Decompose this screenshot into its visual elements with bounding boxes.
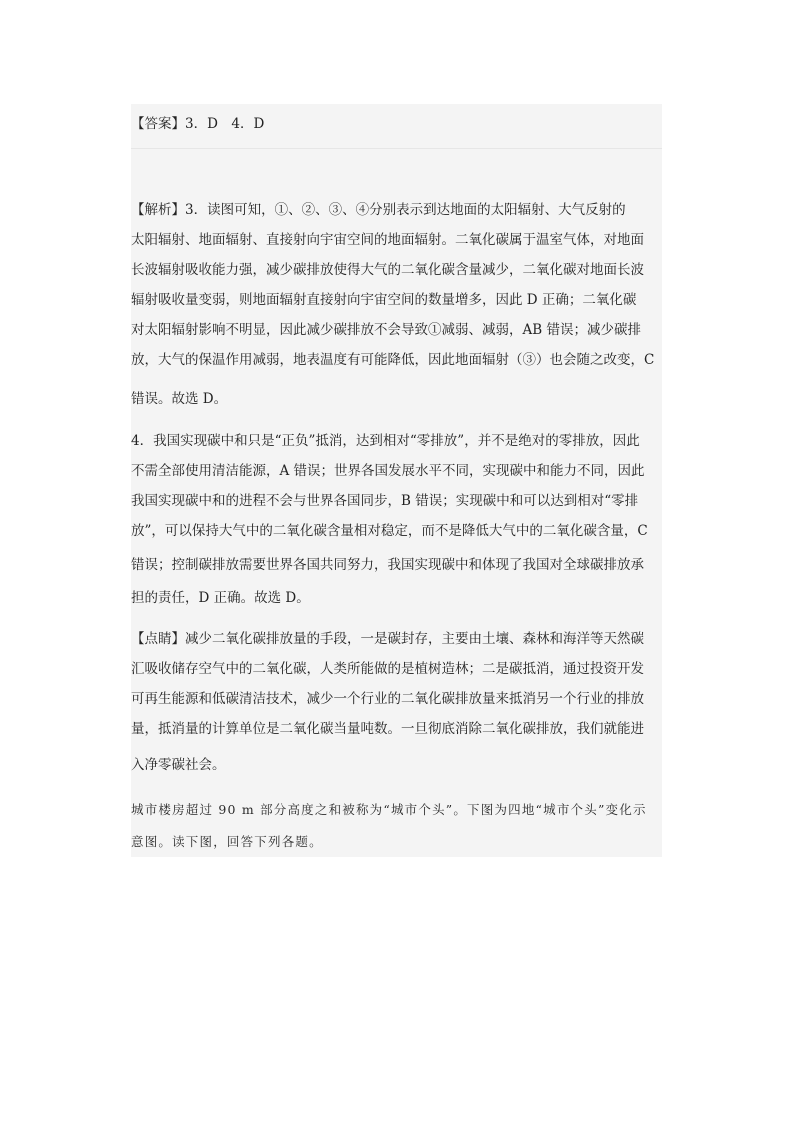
answer-line: 【答案】3．D 4．D	[131, 116, 265, 132]
analysis-line: 放，大气的保温作用减弱，地表温度有可能降低，因此地面辐射（③）也会随之改变，C	[131, 352, 655, 368]
analysis-line: 对太阳辐射影响不明显，因此减少碳排放不会导致①减弱、减弱，AB 错误；减少碳排	[131, 322, 641, 338]
tip-line: 【点睛】减少二氧化碳排放量的手段，一是碳封存，主要由土壤、森林和海洋等天然碳	[131, 631, 644, 647]
separator	[131, 148, 662, 149]
analysis-line: 错误。故选 D。	[131, 391, 228, 407]
q4-line: 4．我国实现碳中和只是“正负”抵消，达到相对“零排放”，并不是绝对的零排放，因此	[131, 433, 640, 449]
tip-line: 可再生能源和低碳清洁技术，减少一个行业的二氧化碳排放量来抵消另一个行业的排放	[131, 691, 644, 707]
content-block	[131, 104, 662, 857]
q4-line: 担的责任，D 正确。故选 D。	[131, 590, 310, 606]
analysis-line: 长波辐射吸收能力强，减少碳排放使得大气的二氧化碳含量减少，二氧化碳对地面长波	[131, 262, 644, 278]
question-stem-line: 城市楼房超过 90 m 部分高度之和被称为“城市个头”。下图为四地“城市个头”变化示	[131, 802, 647, 817]
q4-line: 放”，可以保持大气中的二氧化碳含量相对稳定，而不是降低大气中的二氧化碳含量，C	[131, 523, 648, 539]
q4-line: 错误；控制碳排放需要世界各国共同努力，我国实现碳中和体现了我国对全球碳排放承	[131, 557, 644, 573]
tip-line: 入净零碳社会。	[131, 757, 226, 773]
q4-line: 不需全部使用清洁能源，A 错误；世界各国发展水平不同，实现碳中和能力不同，因此	[131, 463, 645, 479]
question-stem-line: 意图。读下图，回答下列各题。	[131, 834, 323, 849]
analysis-line: 太阳辐射、地面辐射、直接射向宇宙空间的地面辐射。二氧化碳属于温室气体，对地面	[131, 232, 644, 248]
tip-line: 量，抵消量的计算单位是二氧化碳当量吨数。一旦彻底消除二氧化碳排放，我们就能进	[131, 721, 644, 737]
q4-line: 我国实现碳中和的进程不会与世界各国同步，B 错误；实现碳中和可以达到相对“零排	[131, 493, 639, 509]
analysis-line: 【解析】3．读图可知，①、②、③、④分别表示到达地面的太阳辐射、大气反射的	[131, 202, 626, 218]
analysis-line: 辐射吸收量变弱，则地面辐射直接射向宇宙空间的数量增多，因此 D 正确；二氧化碳	[131, 292, 637, 308]
tip-line: 汇吸收储存空气中的二氧化碳，人类所能做的是植树造林；二是碳抵消，通过投资开发	[131, 661, 644, 677]
